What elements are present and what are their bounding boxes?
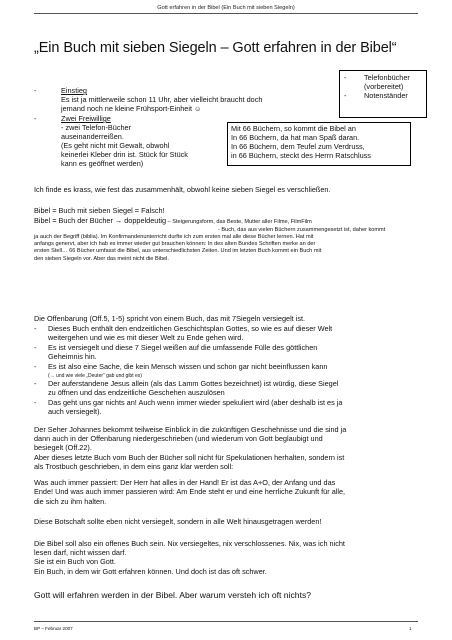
materials-item-label: Telefonbücher (364, 73, 410, 82)
equation-main: Bibel = Buch der Bücher → doppeldeutig (34, 216, 167, 225)
agenda-einstieg: Einstieg (61, 86, 87, 95)
equation-line: Bibel = Buch mit sieben Siegel = Falsch! (34, 206, 165, 215)
equation-line (34, 217, 312, 227)
page-title: „Ein Buch mit sieben Siegeln – Gott erfahren in der Bibel“ (34, 40, 397, 56)
small-print-line: den sieben Siegeln vor. Aber das meint nicht die Bibel. (34, 255, 169, 262)
agenda-text: auseinanderreißen. (61, 132, 124, 141)
footer-divider (34, 621, 418, 622)
quote-line: Mit 66 Büchern, so kommt die Bibel an (231, 124, 356, 133)
equation-note: - Buch, das aus vielen Büchern zusammengesetzt ist, daher kommt (218, 227, 386, 233)
document-page: Gott erfahren in der Bibel (Ein Buch mit sieben Siegeln) „Ein Buch mit sieben Siegeln – Gott erfahren in der Bibel“ - Telefonbücher (vorbereitet) - Notenständer - Einstieg Es ist ja mittlerweile schon 11 Uhr, aber vielleicht braucht doch jemand noch ne kleine Frühsport-Einheit ☺ - Zwei Freiwillige - zwei Telefon-Bücher auseinanderreißen. (Es geht nicht mit Gewalt, obwohl keinerlei Kleber drin ist. Stück für Stück kann es geöffnet werden) Mit 66 Büchern, so kommt die Bibel an In 66 Büchern, da hat man Spaß daran. In 66 Büchern, dem Teufel zum Verdruss, in 66 Büchern, steckt des Herrn Ratschluss Ich finde es krass, wie fest das zusammenhält, obwohl keine sieben Siegel es verschließen. Bibel = Buch mit sieben Siegel = Falsch! Bibel = Buch der Bücher → doppeldeutig – Steigerungsform, das Beste, Mutter aller Filme, FilmFilm - Buch, das aus vielen Büchern zusammengesetzt ist, daher kommt ja auch der Begriff (biblia). Im Konfirmandenunterricht durfte ich zum ersten mal alle diese Bücher lernen. Hat mit anfangs genervt, aber ich hab es immer wieder gut brauchen können: In des alten Bundes Schriften merke an der ersten Stell… 66 Bücher umfasst die Bibel, aus unterschiedlichsten Zeiten. Und im letzten Buch kommt ein Buch mit den sieben Siegeln vor. Aber das meint nicht die Bibel. Die Offenbarung (Off.5, 1-5) spricht von einem Buch, das mit 7Siegeln versiegelt ist. - Dieses Buch enthält den endzeitlichen Geschichtsplan Gottes, so wie es auf dieser Welt weitergehen und wie es mit dieser Welt zu Ende gehen wird. - Es ist versiegelt und diese 7 Siegel weißen auf die umfassende Fülle des göttlichen Geheimnis hin. - Es ist also eine Sache, die kein Mensch wissen und schon gar nicht beeinflussen kann (→ und wie viele „Deuter“ gab und gibt es) - Der auferstandene Jesus allein (als das Lamm Gottes bezeichnet) ist würdig, diese Siegel zu öffnen und das endzeitliche Geschehen auszulösen - Das geht uns gar nichts an! Auch wenn immer wieder spekuliert wird (aber deshalb ist es ja auch versiegelt). Der Seher Johannes bekommt teilweise Einblick in die zukünftigen Geschehnisse und die sind ja dann auch in der Offenbarung niedergeschrieben (und wiederum von Gott beglaubigt und besiegelt (Off.22). Aber dieses letzte Buch vom Buch der Bücher soll nicht für Spekulationen herhalten, sondern ist als Trostbuch geschrieben, in dem eins ganz klar werden soll: Was auch immer passiert: Der Herr hat alles in der Hand! Er ist das A+O, der Anfang und das Ende! Und was auch immer passieren wird: Am Ende steht er und eine herrliche Zukunft für alle, die sich zu ihm halten. Diese Botschaft sollte eben nicht versiegelt, sondern in alle Welt hinausgetragen werden! Die Bibel soll also ein offenes Buch sein. Nix versiegeltes, nix verschlossenes. Nix, was ich nicht lesen darf, nicht wissen darf. Sie ist ein Buch von Gott. Ein Buch, in dem wir Gott erfahren können. Und doch ist das oft schwer. Gott will erfahren werden in der Bibel. Aber warum versteh ich oft nichts? BP – Februar 2007 1 (0, 0, 452, 640)
header-divider (34, 13, 418, 14)
materials-item-note: (vorbereitet) (364, 82, 404, 91)
small-print-line: ersten Stell… 66 Bücher umfasst die Bibel, aus unterschiedlichsten Zeiten. Und im letzten Buch kommt ein Buch mit (34, 248, 322, 255)
agenda-text: keinerlei Kleber drin ist. Stück für Stück (61, 150, 188, 159)
paragraph: Diese Botschaft sollte eben nicht versiegelt, sondern in alle Welt hinausgetragen werden! (34, 517, 322, 526)
quote-line: In 66 Büchern, da hat man Spaß daran. (231, 132, 360, 142)
page-footer: BP – Februar 2007 (34, 626, 73, 631)
materials-item-label: Notenständer (364, 91, 408, 100)
agenda-freiwillige: Zwei Freiwillige (61, 114, 111, 123)
materials-box: - Telefonbücher (vorbereitet) - Notenständer (339, 70, 427, 118)
equation-note: – Steigerungsform, das Beste, Mutter aller Filme, FilmFilm (166, 219, 312, 225)
paragraph: Der Seher Johannes bekommt teilweise Einblick in die zukünftigen Geschehnisse und die sind ja dann auch in der Offenbarung niedergeschrieben (und wiederum von Gott beglaubigt und besiegelt (Off.22). Aber dieses letzte Buch vom Buch der Bücher soll nicht für Spekulationen herhalten, sondern ist als Trostbuch geschrieben, in dem eins ganz klar werden soll: (34, 425, 347, 471)
agenda-text: - zwei Telefon-Bücher (61, 123, 132, 132)
small-print (34, 234, 321, 263)
small-print-line: ja auch der Begriff (biblia). Im Konfirmandenunterricht durfte ich zum ersten mal alle diese Bücher lernen. Hat mit (34, 234, 314, 240)
paragraph: Die Offenbarung (Off.5, 1-5) spricht von einem Buch, das mit 7Siegeln versiegelt ist. (34, 314, 306, 323)
page-number: 1 (409, 626, 412, 631)
paragraph: Die Bibel soll also ein offenes Buch sein. Nix versiegeltes, nix verschlossenes. Nix, was ich nicht lesen darf, nicht wissen darf. Sie ist ein Buch von Gott. Ein Buch, in dem wir Gott erfahren können. Und doch ist das oft schwer. (34, 539, 345, 576)
quote-line: In 66 Büchern, dem Teufel zum Verdruss, (231, 141, 365, 151)
closing-question: Gott will erfahren werden in der Bibel. Aber warum versteh ich oft nichts? (34, 590, 312, 600)
paragraph: Was auch immer passiert: Der Herr hat alles in der Hand! Er ist das A+O, der Anfang und das Ende! Und was auch immer passieren wird: Am Ende steht er und eine herrliche Zukunft für alle, die sich zu ihm halten. (34, 478, 346, 506)
agenda-text: jemand noch ne kleine Frühsport-Einheit ☺ (61, 104, 202, 113)
agenda-text: (Es geht nicht mit Gewalt, obwohl (61, 141, 170, 150)
page-header: Gott erfahren in der Bibel (Ein Buch mit sieben Siegeln) (157, 5, 295, 11)
small-print-line: anfangs genervt, aber ich hab es immer wieder gut brauchen können: In des alten Bundes Schriften merke an der (34, 241, 316, 248)
quote-line: in 66 Büchern, steckt des Herrn Ratschluss (231, 150, 371, 160)
agenda-text: Es ist ja mittlerweile schon 11 Uhr, aber vielleicht braucht doch (61, 95, 263, 104)
paragraph: Ich finde es krass, wie fest das zusammenhält, obwohl keine sieben Siegel es verschließen. (34, 185, 331, 194)
quote-box (227, 122, 411, 166)
agenda-text: kann es geöffnet werden) (61, 159, 144, 168)
